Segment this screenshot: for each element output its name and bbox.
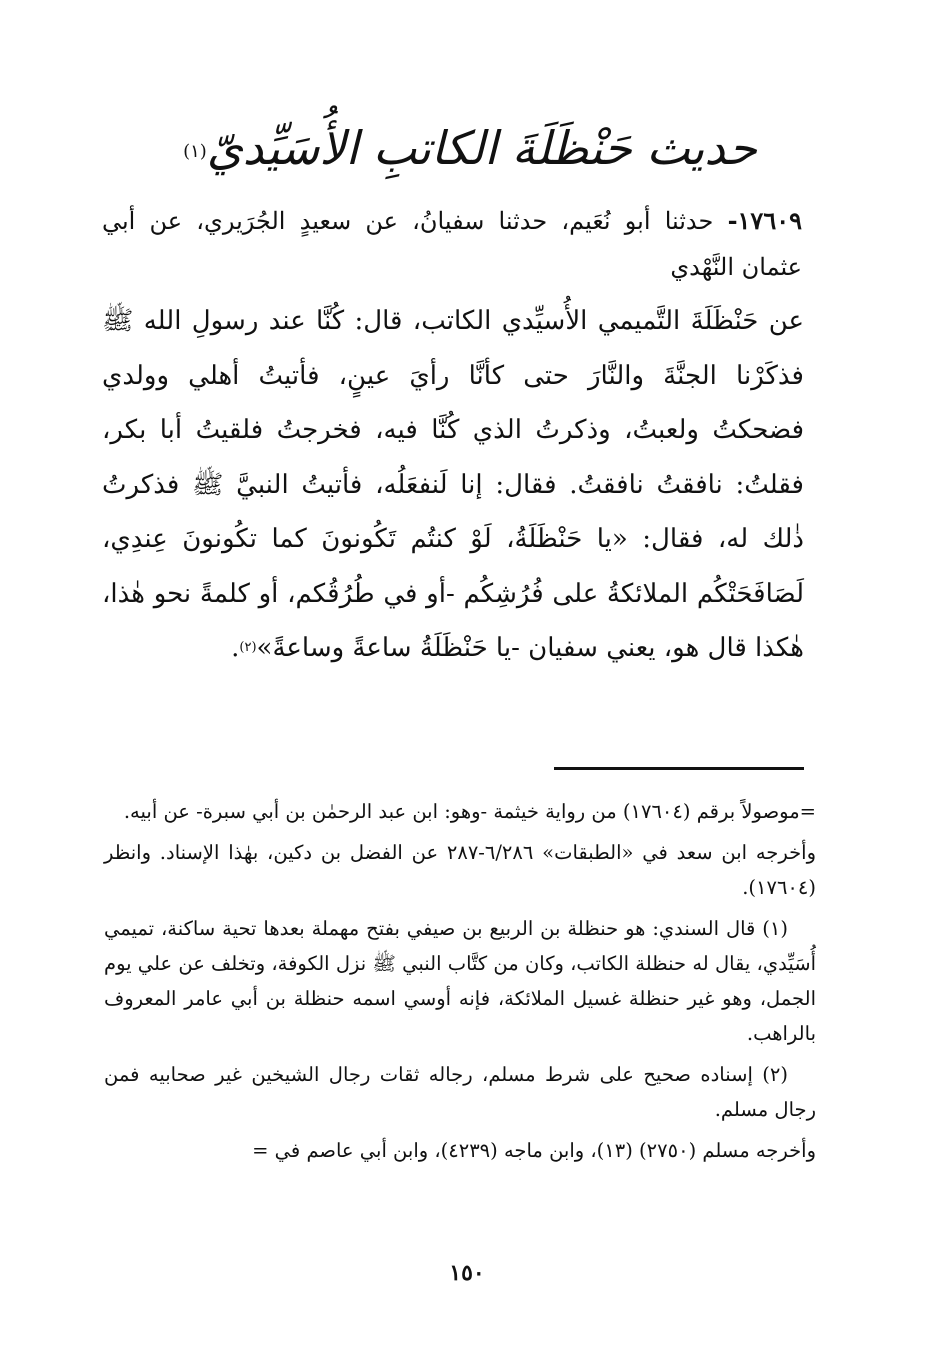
page-number: ١٥٠ [449,1260,485,1286]
matn-end: . [231,633,240,663]
heading-title: حديث حَنْظَلَةَ الكاتبِ الأُسَيِّديّ [206,121,757,175]
hadith-number: ١٧٦٠٩- [727,206,802,235]
matn-footnote-marker: (٢) [239,640,257,655]
footnotes-section [104,794,816,1174]
isnad-paragraph [102,198,802,290]
hadith-heading [150,108,790,188]
footnote-1: (١) قال السندي: هو حنظلة بن الربيع بن صيفي بفتح مهملة بعدها تحية ساكنة، تميمي أُسَيِّدي، يقال له حنظلة الكاتب، وكان من كتَّاب النبي ﷺ نزل الكوفة، وتخلف عن علي يوم الجمل، وهو غير حنظلة غسيل الملائكة، فإنه أوسي اسمه حنظلة بن أبي عامر المعروف بالراهب. [104,917,816,1045]
footnote-2-continuation: وأخرجه مسلم (٢٧٥٠) (١٣)، وابن ماجه (٤٢٣٩)، وابن أبي عاصم في = [252,1139,816,1162]
footnote-continuation-1: =موصولاً برقم (١٧٦٠٤) من رواية خيثمة -وهو: ابن عبد الرحمٰن بن أبي سبرة- عن أبيه. [123,800,816,823]
matn-paragraph [102,294,804,676]
matn-text: عن حَنْظَلَةَ التَّميمي الأُسيِّدي الكاتب، قال: كُنَّا عند رسولِ الله ﷺ فذكَرْنا الجنَّةَ والنَّارَ حتى كأنَّا رأيَ عينٍ، فأتيتُ أهلي وولدي فضحكتُ ولعبتُ، وذكرتُ الذي كُنَّا فيه، فخرجتُ فلقيتُ أبا بكر، فقلتُ: نافقتُ نافقتُ. فقال: إنا لَنفعَلُه، فأتيتُ النبيَّ ﷺ فذكرتُ ذٰلك له، فقال: «يا حَنْظَلَةُ، لَوْ كنتُم تَكُونونَ كما تكُونونَ عِندِي، لَصَافَحَتْكُم الملائكةُ على فُرُشِكُم -أو في طُرُقُكم، أو كلمةً نحو هٰذا، هٰكذا قال هو، يعني سفيان -يا حَنْظَلَةُ ساعةً وساعةً» [102,306,804,663]
footnote-separator [554,767,804,770]
isnad-text: حدثنا أبو نُعَيم، حدثنا سفيانُ، عن سعيدٍ الجُرَيري، عن أبي عثمان النَّهْدي [102,207,802,281]
heading-footnote-marker: (١) [183,141,207,162]
footnote-continuation-2: وأخرجه ابن سعد في «الطبقات» ٦/٢٨٦-٢٨٧ عن الفضل بن دكين، بهٰذا الإسناد. وانظر (١٧٦٠٤). [104,841,816,899]
footnote-2: (٢) إسناده صحيح على شرط مسلم، رجاله ثقات رجال الشيخين غير صحابيه فمن رجال مسلم. [104,1063,816,1121]
